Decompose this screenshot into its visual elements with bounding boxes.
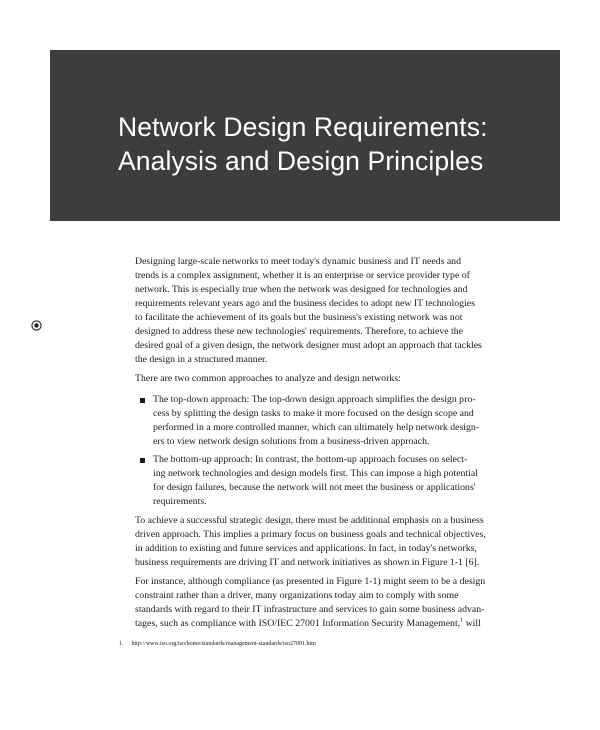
paragraph-line: requirements relevant years ago and the business decides to adopt new IT technologies [135, 298, 475, 309]
list-item-line: requirements. [153, 496, 207, 507]
list-bullet [140, 458, 145, 463]
target-icon [31, 320, 42, 331]
document-title-line-1: Network Design Requirements: [118, 112, 488, 142]
paragraph-line: tages, such as compliance with ISO/IEC 27001 Information Security Management, [135, 618, 461, 629]
paragraph-line: in addition to existing and future services and applications. In fact, in today's networks, [135, 543, 477, 554]
paragraph-line: to facilitate the achievement of its goals but the business's existing network was not [135, 312, 463, 323]
paragraph-line-tail: will [465, 618, 481, 629]
list-item-line: The top-down approach: The top-down design approach simplifies the design pro- [153, 394, 476, 405]
paragraph-line: For instance, although compliance (as presented in Figure 1-1) might seem to be a design [135, 576, 486, 587]
list-bullet [140, 398, 145, 403]
list-item-line: performed in a more controlled manner, which can ultimately help network design- [153, 422, 480, 433]
document-title-line-2: Analysis and Design Principles [118, 146, 484, 176]
list-item-line: ing network technologies and design models first. This can impose a high potential [153, 468, 478, 479]
list-item-line: ers to view network design solutions from a business-driven approach. [153, 436, 430, 447]
approaches-intro: There are two common approaches to analyze and design networks: [135, 373, 401, 384]
paragraph-line: business requirements are driving IT and network initiatives as shown in Figure 1-1 [6]. [135, 557, 480, 568]
paragraph-line: trends is a complex assignment, whether it is an enterprise or service provider type of [135, 270, 470, 281]
paragraph-line: Designing large-scale networks to meet today's dynamic business and IT needs and [135, 256, 461, 267]
paragraph-line: desired goal of a given design, the network designer must adopt an approach that tackles [135, 340, 482, 351]
footnote [119, 640, 316, 649]
list-item-line: for design failures, because the network will not meet the business or applications' [153, 482, 476, 493]
list-item-line: cess by splitting the design tasks to make it more focused on the design scope and [153, 408, 474, 419]
paragraph-line: the design in a structured manner. [135, 354, 268, 365]
paragraph-line: network. This is especially true when the network was designed for technologies and [135, 284, 468, 295]
list-item-line: The bottom-up approach: In contrast, the bottom-up approach focuses on select- [153, 454, 468, 465]
title-banner [50, 50, 560, 221]
footnote-number: 1. [119, 641, 124, 647]
paragraph-line: constraint rather than a driver, many organizations today aim to comply with some [135, 590, 459, 601]
footnote-link[interactable]: http://www.iso.org/iso/home/standards/management-standards/iso27001.htm [131, 641, 316, 647]
paragraph-line-last [135, 617, 481, 631]
footnote-reference[interactable]: 1 [460, 617, 464, 624]
paragraph-line: designed to address these new technologies' requirements. Therefore, to achieve the [135, 326, 464, 337]
paragraph-line: driven approach. This implies a primary focus on business goals and technical objectives, [135, 529, 486, 540]
paragraph-line: standards with regard to their IT infrastructure and services to gain some business advan- [135, 604, 485, 615]
paragraph-line: To achieve a successful strategic design, there must be additional emphasis on a business [135, 515, 484, 526]
